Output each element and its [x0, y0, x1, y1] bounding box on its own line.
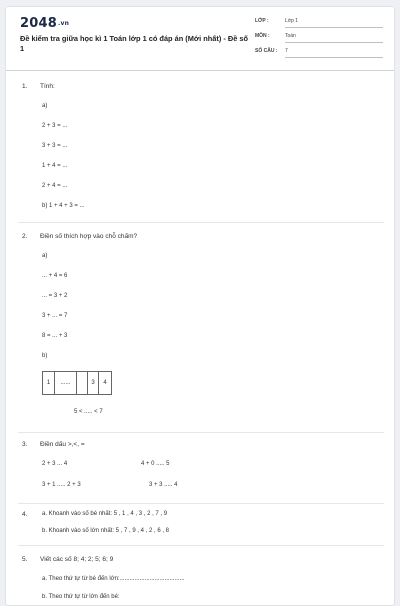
circle-largest-item: b. Khoanh vào số lớn nhất: 5 , 7 , 9 , 4 , 2 , 6 , 8	[42, 528, 170, 534]
meta-class-row	[255, 17, 383, 32]
question-number: 1.	[22, 83, 28, 90]
worksheet-title: Đề kiểm tra giữa học kì 1 Toán lớp 1 có đáp án (Mới nhất) - Đề số 1	[20, 34, 249, 53]
meta-class-label: LỚP :	[255, 18, 269, 24]
meta-count-value: 7	[285, 48, 383, 58]
calc-item: 2 + 4 = ...	[42, 183, 68, 189]
meta-subject-row	[255, 32, 383, 47]
question-text: Điền số thích hợp vào chỗ chấm?	[40, 233, 138, 240]
circle-smallest-item: a. Khoanh vào số bé nhất: 5 , 1 , 4 , 3 , 2 , 7 , 9	[42, 511, 168, 517]
calc-item: 2 + 3 = ...	[42, 123, 68, 129]
fill-item: 8 = ... + 3	[42, 333, 68, 339]
question-text: Tính:	[40, 83, 55, 90]
question-number: 5.	[22, 556, 28, 563]
part-a-label: a)	[42, 253, 48, 259]
site-logo[interactable]	[20, 16, 69, 31]
part-a-label: a)	[42, 103, 48, 109]
part-b-line: b) 1 + 4 + 3 = ...	[42, 203, 85, 209]
fill-item: ... + 4 = 6	[42, 273, 68, 279]
worksheet-header	[6, 7, 395, 71]
question-text: Viết các số 8; 4; 2; 5; 6; 9	[40, 556, 114, 563]
question-divider	[18, 503, 384, 504]
compare-item: 3 + 3 ..... 4	[149, 482, 178, 488]
compare-item: 2 + 3 ... 4	[42, 461, 68, 467]
question-number: 2.	[22, 233, 28, 240]
calc-item: 1 + 4 = ...	[42, 163, 68, 169]
descending-order-line: b. Theo thứ tự từ lớn đến bé:	[42, 594, 120, 600]
number-sequence-table	[42, 371, 112, 395]
meta-count-label: SỐ CÂU :	[255, 48, 278, 54]
meta-class-value: Lớp 1	[285, 18, 383, 28]
fill-item: ... = 3 + 2	[42, 293, 68, 299]
compare-item: 3 + 1 ..... 2 + 3	[42, 482, 81, 488]
question-divider	[18, 222, 384, 223]
part-b-label: b)	[42, 353, 48, 359]
logo-text: 2048	[20, 16, 57, 31]
question-number: 3.	[22, 441, 28, 448]
table-cell: 4	[103, 380, 107, 386]
logo-suffix: .vn	[57, 20, 70, 27]
question-divider	[18, 545, 384, 546]
calc-item: 3 + 3 = ...	[42, 143, 68, 149]
meta-count-row	[255, 47, 383, 62]
inequality-item: 5 < ..... < 7	[74, 409, 103, 415]
fill-item: 3 + ... = 7	[42, 313, 68, 319]
meta-subject-label: MÔN :	[255, 33, 270, 39]
table-cell: 1	[43, 372, 55, 394]
worksheet-meta	[255, 17, 383, 62]
ascending-order-line: a. Theo thứ tự từ bé đến lớn:.......................................	[42, 576, 185, 582]
table-cell-blank: ......	[55, 372, 77, 394]
question-text: Điền dấu >,<, =	[40, 441, 85, 448]
meta-subject-value: Toán	[285, 33, 383, 43]
worksheet-page	[5, 6, 395, 606]
table-cell-spacer	[77, 372, 87, 394]
table-cell: 3	[87, 372, 99, 394]
compare-item: 4 + 0 ..... 5	[141, 461, 170, 467]
question-number: 4.	[22, 511, 28, 518]
question-divider	[18, 432, 384, 433]
